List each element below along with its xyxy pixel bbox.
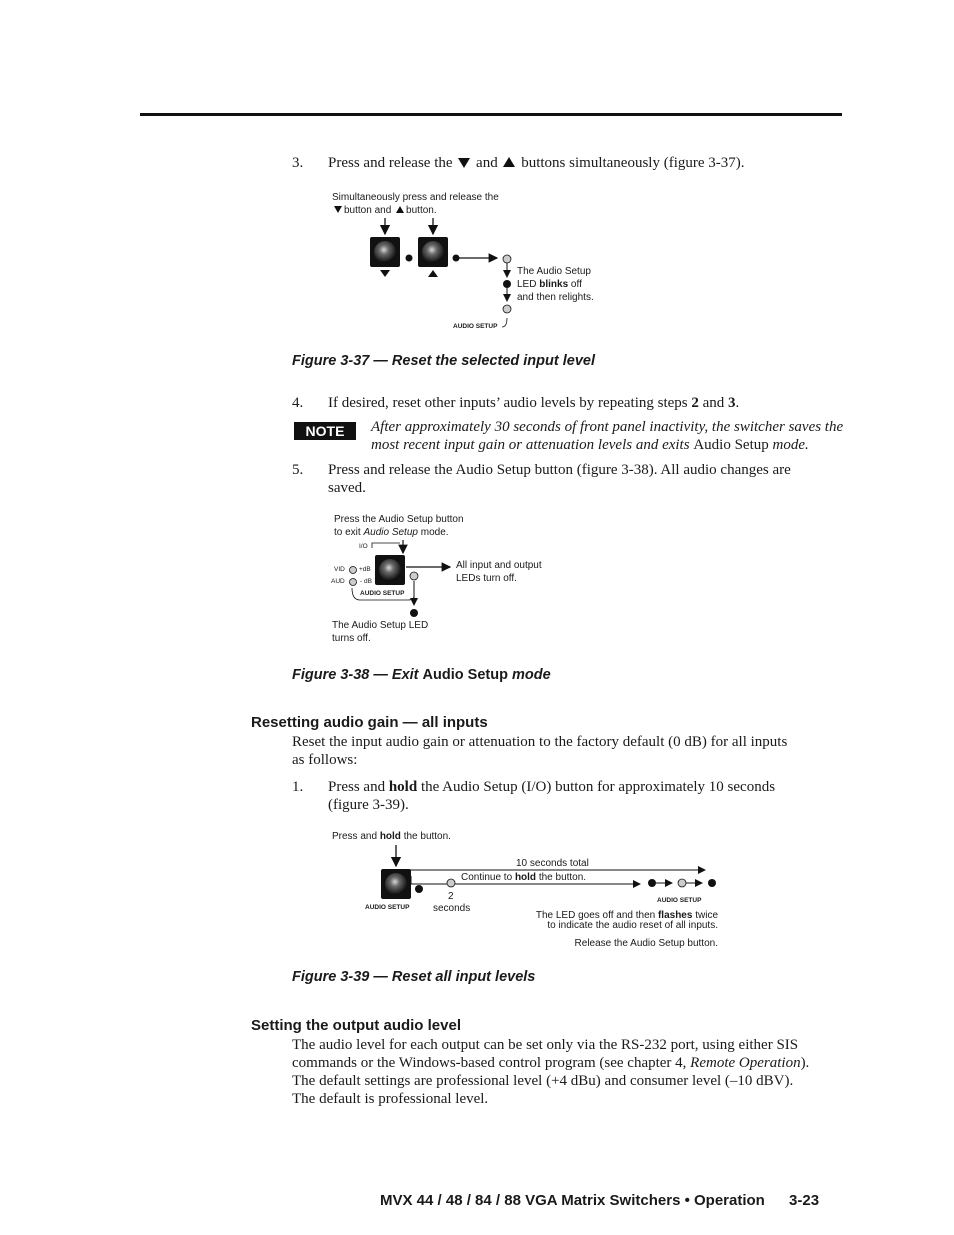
note-line: After approximately 30 seconds of front panel inactivity, the switcher saves the	[371, 419, 844, 435]
audio-setup-label: AUDIO SETUP	[360, 590, 405, 597]
fig39-label: Press and	[332, 831, 380, 842]
paragraph-line: The default is professional level.	[292, 1091, 489, 1107]
fig39-seconds: seconds	[433, 903, 471, 914]
fig38-bottom-text: The Audio Setup LED	[332, 620, 429, 631]
step-number: 4	[292, 395, 300, 411]
paragraph-line: The default settings are professional level (+4 dBu) and consumer level (–10 dBV).	[292, 1073, 794, 1089]
paragraph-line: commands or the Windows-based control program (see chapter 4,	[292, 1055, 691, 1071]
fig38-bottom-text: turns off.	[332, 633, 371, 644]
fig38-right-text: All input and output	[456, 560, 542, 571]
step-number: 5	[292, 462, 300, 478]
fig39-flash-text: to indicate the audio reset of all inputs.	[547, 920, 718, 931]
plus-db-label: +dB	[359, 566, 371, 573]
fig39-continue-text: the button.	[536, 872, 587, 883]
fig39-release-label: Release the Audio Setup button.	[574, 938, 718, 949]
fig37-led-text: LED	[517, 279, 540, 290]
footer	[380, 1192, 819, 1209]
step-text: Press and release the Audio Setup button (figure 3-38). All audio changes are	[328, 462, 791, 478]
fig38-right-text: LEDs turn off.	[456, 573, 517, 584]
audio-setup-label: AUDIO SETUP	[453, 323, 498, 330]
fig39-flash-label	[500, 911, 718, 931]
step-1: 1. Press and hold the Audio Setup (I/O) button for approximately 10 seconds (figure 3-39).	[292, 779, 776, 813]
paragraph-line: Remote Operation	[690, 1055, 801, 1071]
step-text: and	[698, 395, 729, 411]
step-text: 2	[691, 395, 699, 411]
audio-setup-label: AUDIO SETUP	[657, 897, 702, 904]
fig37-led-text: blinks	[539, 279, 569, 290]
fig38-label-line: Press the Audio Setup button	[334, 514, 464, 525]
fig38-label-line: Audio Setup	[363, 527, 418, 538]
footer-title: MVX 44 / 48 / 84 / 88 VGA Matrix Switchers • Operation	[380, 1192, 765, 1209]
step-text: and	[476, 155, 498, 171]
fig37-label-line: button and	[344, 205, 392, 216]
section-paragraph	[292, 1036, 809, 1108]
minus-db-label: - dB	[360, 578, 372, 585]
fig39-continue-label	[461, 871, 586, 884]
fig39-label: hold	[379, 831, 401, 842]
paragraph-line: The audio level for each output can be set only via the RS-232 port, using either SIS	[292, 1037, 799, 1053]
figure-39-caption: Figure 3-39 — Reset all input levels	[292, 969, 536, 985]
step-3: 3. Press and release the and buttons simultaneously (figure 3-37).	[292, 155, 745, 171]
fig39-two: 2	[448, 891, 454, 902]
step-text: .	[735, 395, 740, 411]
fig37-led-text: The Audio Setup	[517, 266, 591, 277]
note-badge: NOTE	[294, 422, 356, 440]
step-text: saved.	[328, 480, 366, 496]
fig39-continue-text: Continue to	[461, 872, 515, 883]
step-text: Press and	[328, 779, 389, 795]
fig38-label-line: mode.	[417, 527, 449, 538]
step-text: hold	[388, 779, 418, 795]
step-text: (figure 3-39).	[328, 797, 409, 813]
paragraph-line: ).	[800, 1055, 810, 1071]
paragraph-line: as follows:	[292, 752, 358, 768]
page-number: 3-23	[789, 1192, 820, 1209]
step-text: If desired, reset other inputs’ audio levels by repeating steps	[328, 395, 692, 411]
caption-part: Figure 3-38 — Exit	[292, 667, 423, 683]
note-line: most recent input gain or attenuation levels and exits	[371, 437, 694, 453]
section-heading: Setting the output audio level	[251, 1017, 461, 1034]
aud-label: AUD	[331, 578, 345, 585]
step-text: the Audio Setup (I/O) button for approximately 10 seconds	[417, 779, 776, 795]
figure-37-caption: Figure 3-37 — Reset the selected input level	[292, 353, 595, 369]
note-line: mode.	[768, 437, 809, 453]
note-line: Audio Setup	[693, 437, 769, 453]
fig39-label: the button.	[400, 831, 451, 842]
caption-part: Audio Setup	[422, 667, 508, 683]
audio-setup-label: AUDIO SETUP	[365, 904, 410, 911]
vid-label: VID	[334, 566, 345, 573]
caption-part: mode	[507, 667, 551, 683]
step-4: 4. If desired, reset other inputs’ audio levels by repeating steps 2 and 3.	[292, 395, 740, 411]
fig39-continue-text: hold	[514, 872, 537, 883]
io-label: I/O	[359, 543, 368, 550]
fig39-flash-text: flashes	[657, 910, 693, 921]
step-number: 3	[292, 155, 300, 171]
step-text: Press and release the	[328, 155, 453, 171]
fig39-flash-text: The LED goes off and then	[535, 910, 658, 921]
fig37-label-line: button.	[406, 205, 437, 216]
fig38-label-line: to exit	[334, 527, 364, 538]
section-heading: Resetting audio gain — all inputs	[251, 714, 488, 731]
step-text: 3	[728, 395, 736, 411]
step-5: 5. Press and release the Audio Setup button (figure 3-38). All audio changes are saved.	[292, 462, 791, 496]
step-number: 1	[292, 779, 300, 795]
fig39-total-label: 10 seconds total	[516, 858, 589, 869]
fig37-led-text: off	[568, 279, 582, 290]
fig37-label-line: Simultaneously press and release the	[332, 192, 499, 203]
step-text: buttons simultaneously (figure 3-37).	[521, 155, 745, 171]
fig37-led-text: and then relights.	[517, 292, 594, 303]
fig39-flash-text: twice	[692, 910, 718, 921]
paragraph-line: Reset the input audio gain or attenuation to the factory default (0 dB) for all inputs	[292, 734, 788, 750]
